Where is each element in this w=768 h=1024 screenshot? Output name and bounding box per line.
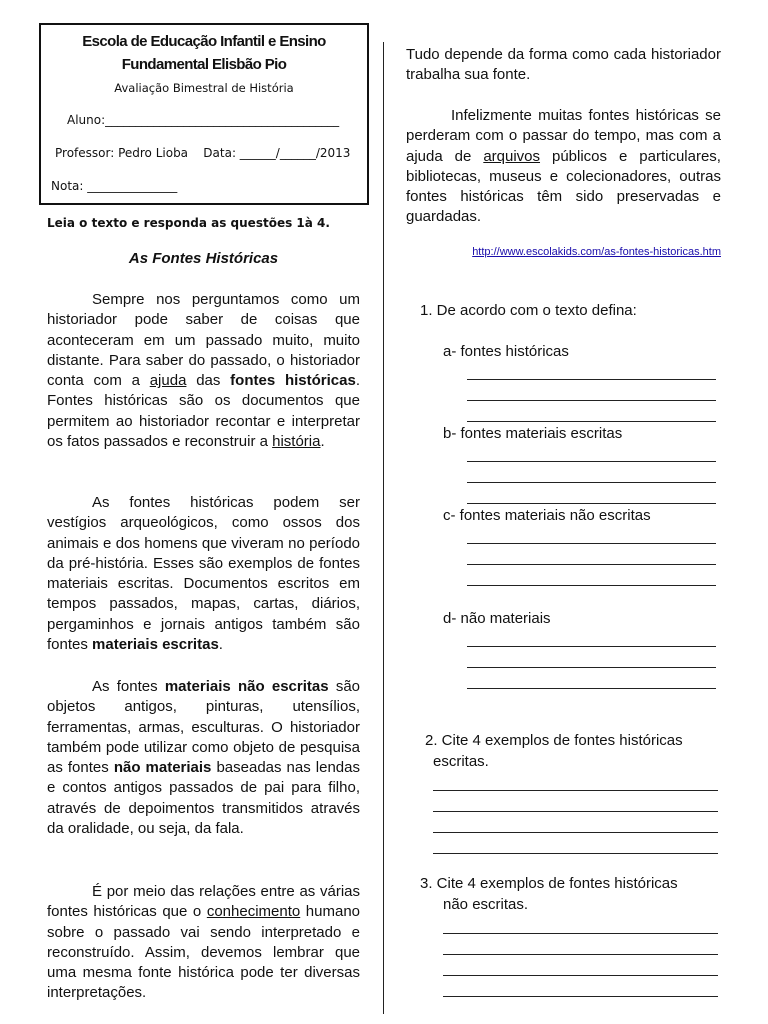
question-1c: c- fontes materiais não escritas — [443, 507, 651, 524]
answer-line[interactable] — [433, 853, 718, 854]
p2-text-1: As fontes históricas podem ser vestígios arqueológicos, como ossos dos animais e dos homens que viveram no período da pré-história. Esses são exemplos de fontes materiais escritas. Documentos escritos em tempos passados, mapas, cartas, diários, pergaminhos e jornais antigos também são fontes — [47, 494, 360, 654]
p3-bold-2: não materiais — [113, 759, 212, 777]
answer-line[interactable] — [433, 811, 718, 812]
instructions: Leia o texto e responda as questões 1à 4. — [47, 216, 330, 230]
school-name-line1: Escola de Educação Infantil e Ensino — [82, 33, 326, 50]
p3-text-1: As fontes — [92, 678, 165, 695]
p3-text-2: são objetos antigos, pinturas, utensílios, ferramentas, armas, esculturas. O historiador também pode utilizar como objeto de pesquisa as fontes — [47, 678, 360, 777]
answer-line[interactable] — [433, 790, 718, 791]
answer-line[interactable] — [467, 646, 716, 647]
question-3: 3. Cite 4 exemplos de fontes históricas — [420, 875, 678, 892]
p6-text-1: Infelizmente muitas fontes históricas se perderam com o passar do tempo, mas com a ajuda de — [406, 107, 721, 165]
article-title: As Fontes Históricas — [128, 250, 279, 267]
p1-underline-ajuda: ajuda — [149, 372, 187, 390]
header-box — [39, 23, 369, 205]
answer-line[interactable] — [443, 933, 718, 934]
p1-text-2: das — [186, 372, 231, 390]
p1-text-3: . Fontes históricas são os documentos que permitem ao historiador recontar e interpretar os fatos passados e reconstruir a — [47, 372, 360, 451]
question-1b: b- fontes materiais escritas — [443, 425, 623, 442]
answer-line[interactable] — [467, 543, 716, 544]
answer-line[interactable] — [467, 379, 716, 380]
p3-bold-1: materiais não escritas — [164, 678, 329, 695]
source-link[interactable]: http://www.escolakids.com/as-fontes-historicas.htm — [472, 246, 721, 258]
p1-underline-historia: história — [272, 433, 321, 451]
answer-line[interactable] — [467, 585, 716, 586]
question-1: 1. De acordo com o texto defina: — [420, 302, 637, 319]
answer-line[interactable] — [467, 667, 716, 668]
answer-line[interactable] — [467, 482, 716, 483]
p2-text-2: . — [218, 636, 223, 654]
column-divider — [383, 42, 384, 1014]
paragraph-5: Tudo depende da forma como cada historiador trabalha sua fonte. — [406, 46, 721, 84]
paragraph-2 — [47, 493, 360, 655]
answer-line[interactable] — [467, 564, 716, 565]
question-3-cont: não escritas. — [443, 896, 529, 913]
p4-underline: conhecimento — [206, 903, 301, 921]
paragraph-3 — [47, 677, 360, 839]
answer-line[interactable] — [433, 832, 718, 833]
p4-text-2: humano sobre o passado vai sendo interpretado e reconstruído. Assim, devemos lembrar que uma mesma fonte histórica pode ter diversas interpretações. — [47, 903, 360, 1002]
paragraph-6 — [406, 106, 721, 228]
grade-field[interactable]: Nota: _______________ — [51, 179, 178, 193]
p1-text-4: . — [320, 433, 325, 451]
p4-text-1: É por meio das relações entre as várias fontes históricas que o — [47, 883, 360, 921]
answer-line[interactable] — [467, 400, 716, 401]
answer-line[interactable] — [443, 975, 718, 976]
answer-line[interactable] — [467, 503, 716, 504]
exam-subtitle: Avaliação Bimestral de História — [114, 81, 294, 95]
question-2: 2. Cite 4 exemplos de fontes históricas — [425, 732, 683, 749]
p2-bold: materiais escritas — [92, 636, 219, 654]
answer-line[interactable] — [467, 461, 716, 462]
paragraph-4 — [47, 882, 360, 1004]
p1-bold-fontes: fontes históricas — [230, 372, 356, 390]
p6-text-2: públicos e particulares, bibliotecas, museus e colecionadores, outras fontes históricas têm sido preservadas e guardadas. — [406, 147, 721, 226]
professor-date-line: Professor: Pedro Lioba Data: ______/______/2013 — [55, 146, 351, 160]
answer-line[interactable] — [443, 996, 718, 997]
school-name-line2: Fundamental Elisbão Pio — [121, 56, 287, 73]
paragraph-1 — [47, 290, 360, 452]
p1-text-1: Sempre nos perguntamos como um historiador pode saber de coisas que aconteceram em um passado muito, muito distante. Para saber do passado, o historiador conta com a — [47, 291, 360, 390]
p3-text-3: baseadas nas lendas e contos antigos passados de pai para filho, através de depoimentos transmitidos através da oralidade, ou seja, da fala. — [47, 759, 360, 838]
question-1a: a- fontes históricas — [443, 343, 569, 360]
answer-line[interactable] — [467, 688, 716, 689]
question-2-cont: escritas. — [433, 753, 489, 770]
question-1d: d- não materiais — [443, 610, 551, 627]
answer-line[interactable] — [443, 954, 718, 955]
answer-line[interactable] — [467, 421, 716, 422]
student-name-field[interactable]: Aluno:_______________________________________ — [67, 113, 340, 127]
p6-underline: arquivos — [483, 147, 541, 165]
